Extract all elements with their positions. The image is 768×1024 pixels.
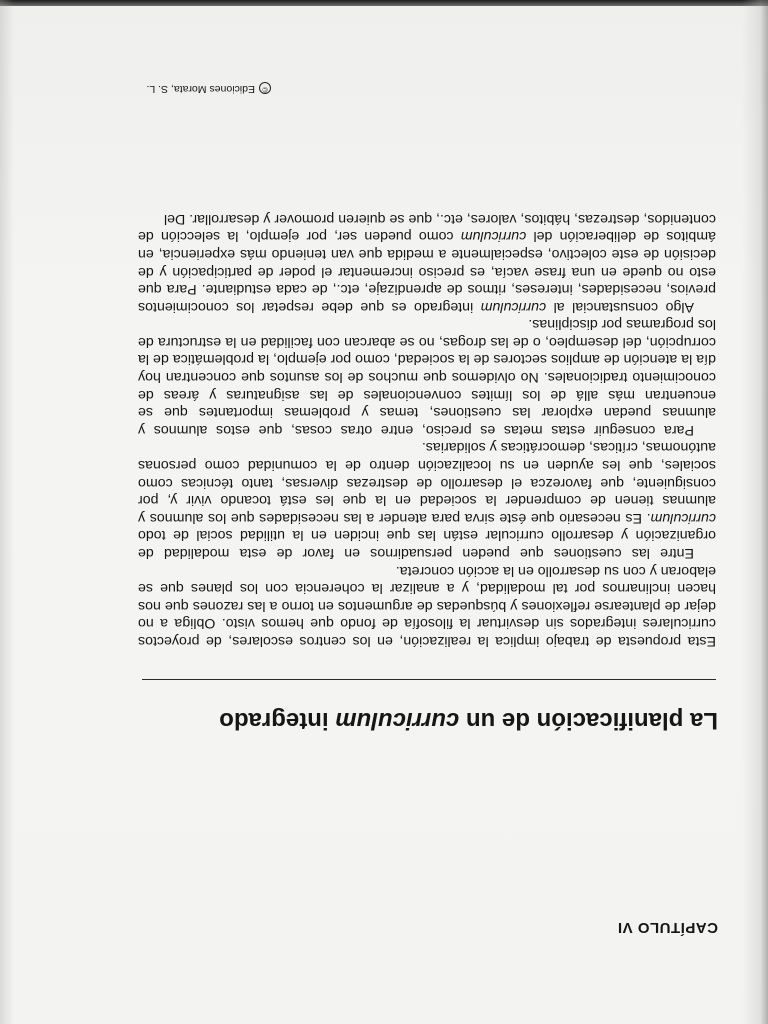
paragraph-4	[138, 209, 716, 315]
chapter-label: CAPÍTULO VI	[617, 919, 718, 936]
publisher-name: Ediciones Morata, S. L.	[146, 83, 255, 95]
chapter-title	[118, 706, 718, 734]
italic-term: curriculum	[650, 509, 716, 526]
text-run: como pueden ser, por ejemplo, la selección de contenidos, destrezas, hábitos, valores, etc., que se quieren promover y desarrollar. Del	[138, 210, 716, 245]
publisher-footer	[146, 82, 271, 95]
text-run: Algo consustancial al	[546, 298, 694, 315]
text-run: Entre las cuestiones que pueden persuadirnos en favor de esta modalidad de organización y desarrollo curricular están las que inciden en la utilidad social de todo	[138, 527, 716, 562]
italic-term: curriculum	[480, 298, 547, 315]
italic-term: curriculum	[460, 228, 527, 245]
title-after: integrado	[219, 707, 336, 734]
title-before: La planificación de un	[459, 707, 718, 734]
paragraph-1	[138, 561, 716, 649]
title-divider	[142, 679, 716, 680]
text-run: Para conseguir estas metas es preciso, entre otras cosas, que estos alumnos y alumnas puedan explorar las cuestiones, temas y problemas importantes que se encuentran más allá de los límites convencionales de las asignaturas y áreas de conocimiento tradicionales. No olvidemos que muchos de los asuntos que concentran hoy día la atención de amplios sectores de la sociedad, como por ejemplo, la problemática de la corrupción, del desempleo, o de las drogas, no se abarcan con facilidad en la estructura de los programas por disciplinas.	[138, 316, 716, 438]
copyright-icon: ©	[259, 82, 271, 94]
text-run: . Es necesario que éste sirva para atender a las necesidades que los alumnos y alumnas tienen de comprender la sociedad en la que les está tocando vivir y, por consiguiente, que favorezca el desarrollo de destrezas diversas, tanto técnicas como sociales, que les ayuden en su localización dentro de la comunidad como personas autónomas, críticas, democráticas y solidarias.	[138, 439, 716, 526]
body-text	[138, 209, 716, 649]
text-run: integrado es que debe respetar los conocimientos previos, necesidades, intereses, ritmos de aprendizaje, etc., de cada estudiante. Para que esto no quede en una frase vacía, es preciso incrementar el poder de participación y de decisión de este colectivo, especialmente a medida que van teniendo más experiencia, en ámbitos de deliberación del	[138, 228, 716, 315]
text-run: Esta propuesta de trabajo implica la realización, en los centros escolares, de proyectos curriculares integrados sin desvirtuar la filosofía de fondo que hemos visto. Obliga a no dejar de plantearse reflexiones y búsquedas de argumentos en torno a las razones que nos hacen inclinarnos por tal modalidad, y a analizar la coherencia con los planes que se elaboran y con su desarrollo en la acción concreta.	[138, 562, 716, 649]
paragraph-2	[138, 438, 716, 561]
title-italic: curriculum	[335, 707, 460, 734]
paragraph-3	[138, 315, 716, 438]
